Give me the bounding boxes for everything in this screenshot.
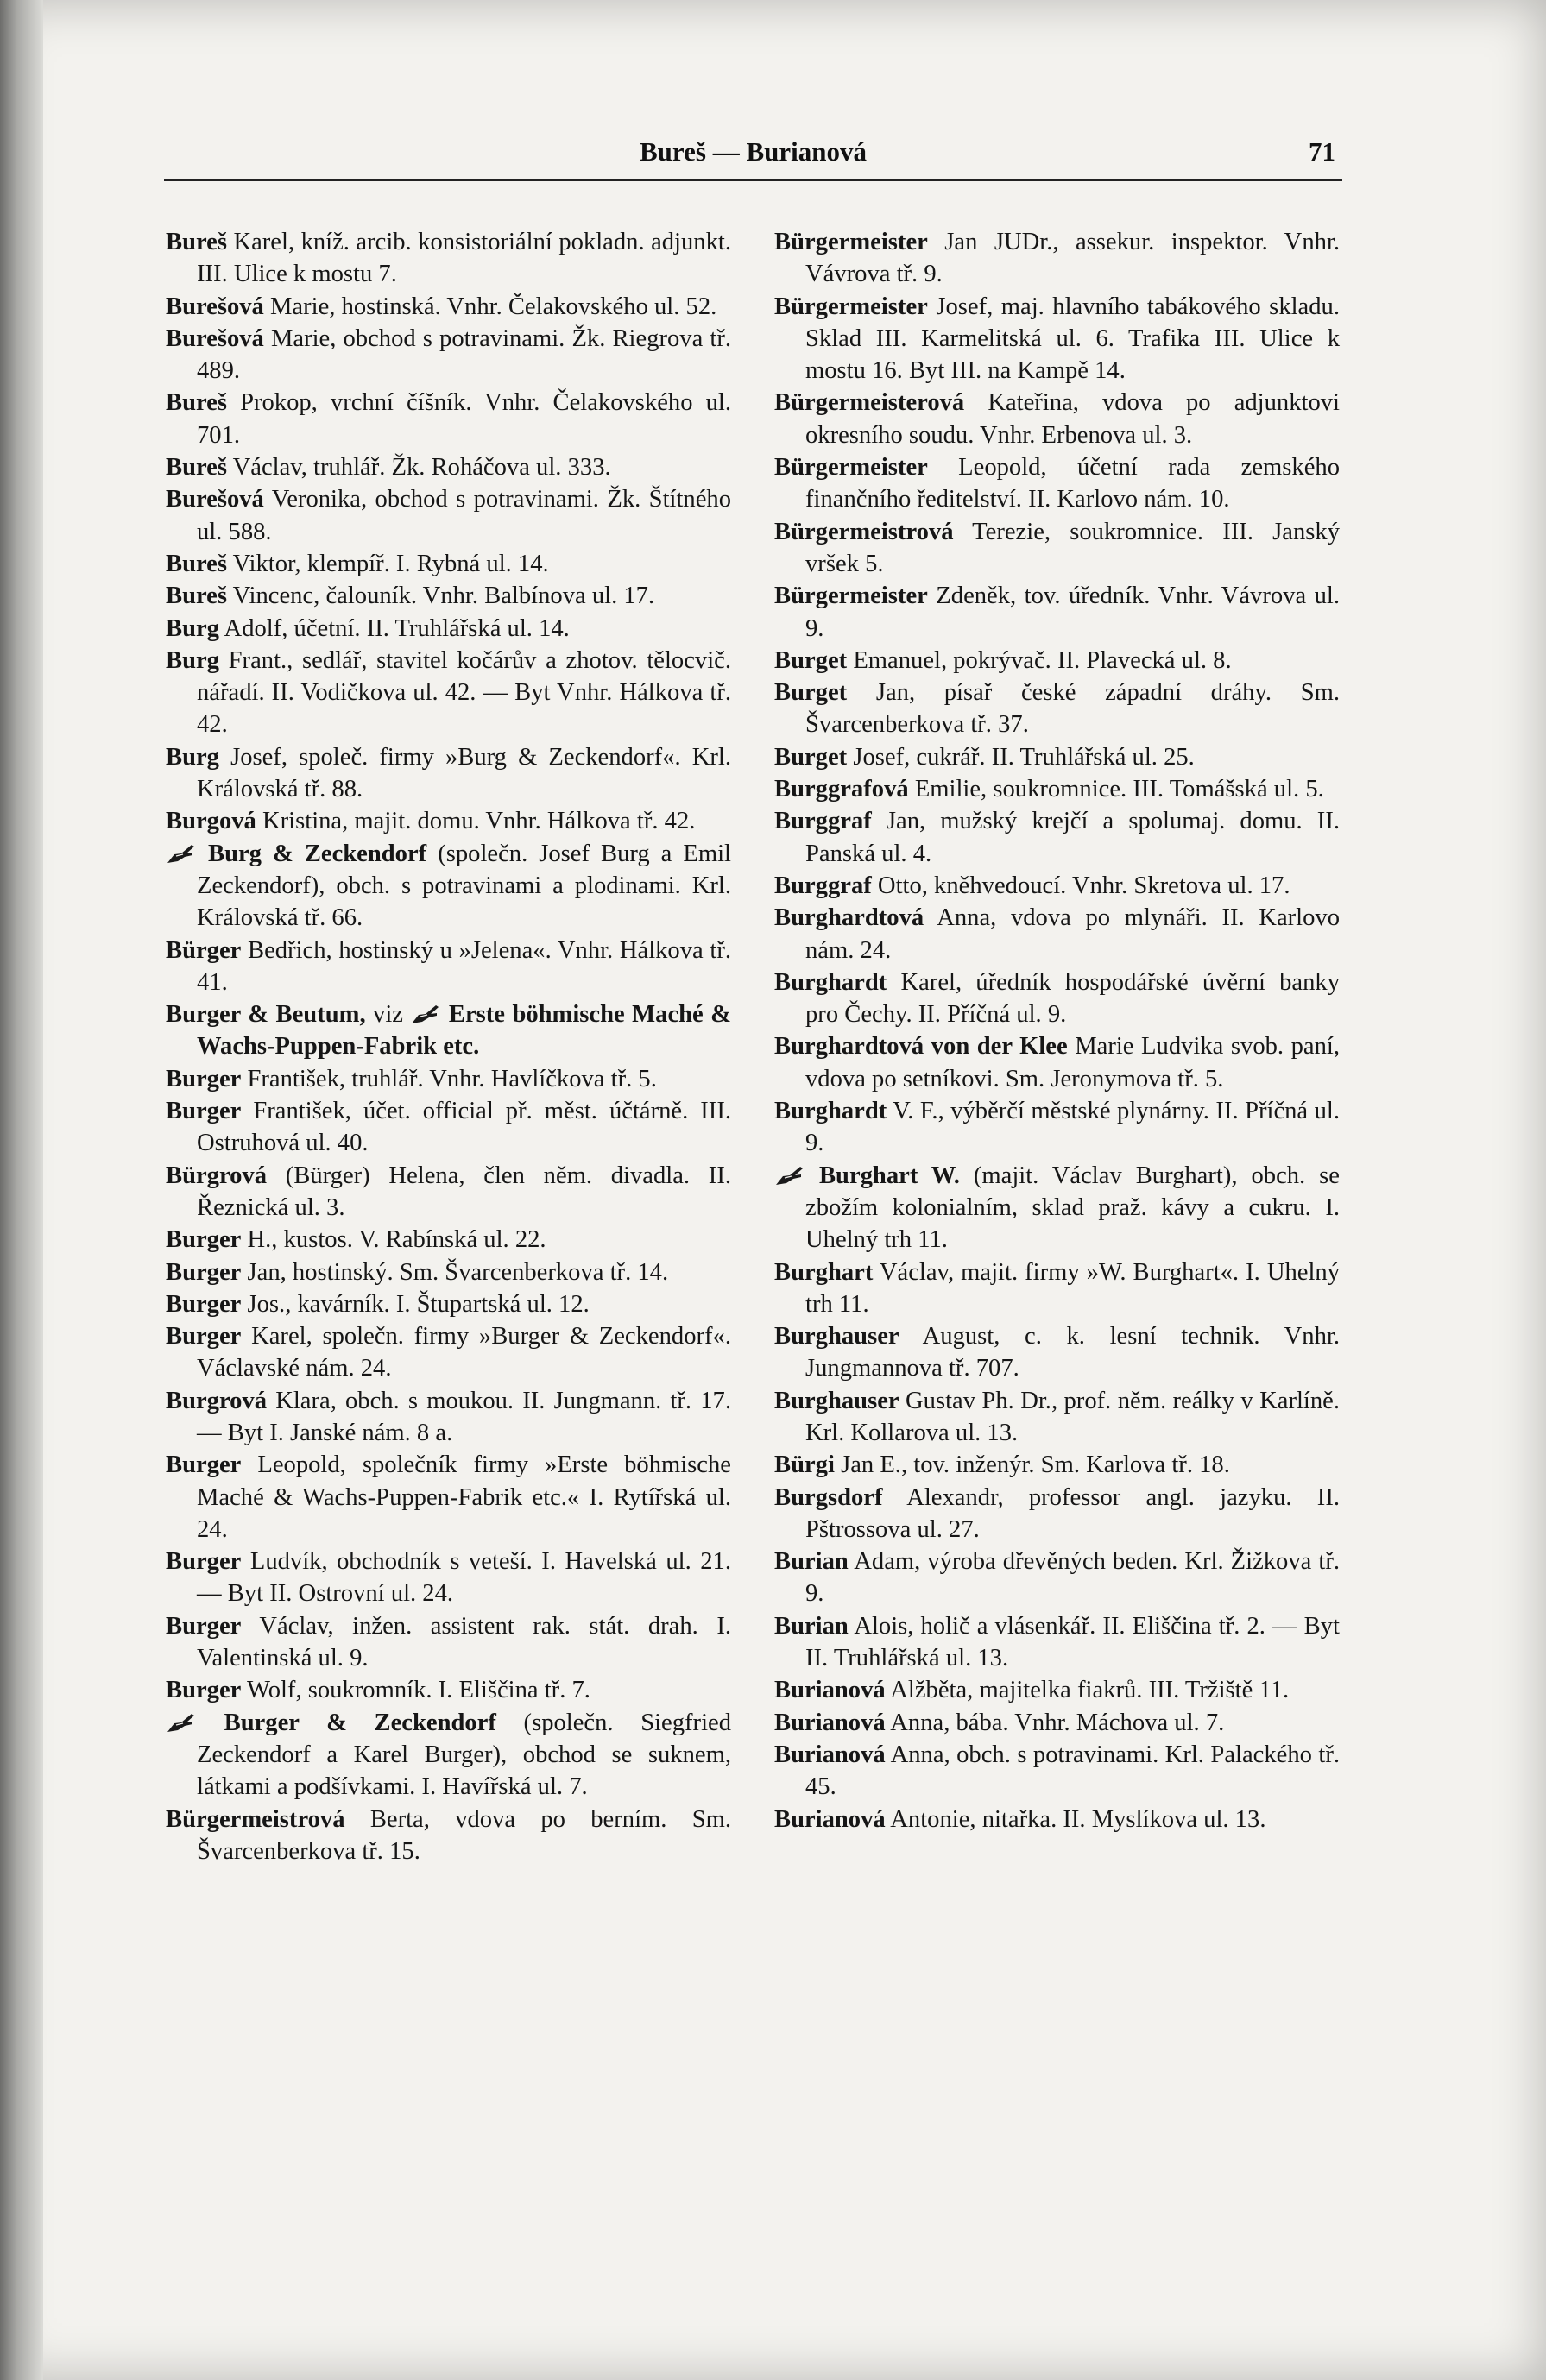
entry-surname: Burger — [166, 1612, 242, 1640]
entry-details: Prokop, vrchní číšník. Vnhr. Čelakovského ul. 701. — [197, 389, 731, 449]
entry-surname: Bürgrová — [166, 1162, 268, 1189]
directory-entry — [774, 902, 1340, 966]
entry-surname: Bürgermeistrová — [774, 518, 954, 545]
entry-details: Karel, kníž. arcib. konsistoriální pokladn. adjunkt. III. Ulice k mostu 7. — [197, 229, 731, 288]
entry-details: Zdeněk, tov. úředník. Vnhr. Vávrova ul. 9. — [805, 582, 1340, 642]
directory-entry — [774, 1610, 1340, 1675]
entry-details: František, truhlář. Vnhr. Havlíčkova tř. 5. — [241, 1065, 657, 1092]
directory-entry — [166, 580, 731, 612]
entry-surname: Burghauser — [774, 1387, 899, 1414]
entry-details: Wolf, soukromník. I. Eliščina tř. 7. — [241, 1677, 590, 1704]
entry-details: Emanuel, pokrývač. II. Plavecká ul. 8. — [847, 646, 1232, 674]
entry-details: Jan, písař české západní dráhy. Sm. Švarcenberkova tř. 37. — [805, 679, 1340, 739]
entry-surname: Burggrafová — [774, 776, 909, 803]
entry-details: Marie Ludvika svob. paní, vdova po setníkovi. Sm. Jeronymova tř. 5. — [805, 1033, 1340, 1092]
entry-surname: Burget — [774, 743, 848, 771]
entry-details: viz — [365, 1001, 411, 1029]
directory-entry — [166, 1160, 731, 1225]
entry-details: Adolf, účetní. II. Truhlářská ul. 14. — [218, 614, 570, 642]
entry-surname: Burg & Zeckendorf — [208, 840, 427, 867]
entry-details: Karel, společn. firmy »Burger & Zeckendorf«. Václavské nám. 24. — [197, 1323, 731, 1382]
directory-entry — [166, 1224, 731, 1256]
entry-details: Alžběta, majitelka fiakrů. III. Tržiště 11. — [885, 1677, 1290, 1704]
directory-entry — [166, 387, 731, 451]
page-binding-shadow — [0, 0, 43, 2380]
entry-surname: Bureš — [166, 582, 227, 610]
directory-entry — [166, 613, 731, 645]
directory-entry — [774, 387, 1340, 451]
entry-surname: Bürgermeistrová — [166, 1805, 345, 1833]
entry-details: Adam, výroba dřevěných beden. Krl. Žižkova tř. 9. — [805, 1548, 1340, 1608]
entry-surname: Burianová — [774, 1709, 886, 1736]
pointing-hand-icon — [166, 842, 197, 865]
entry-surname: Burian — [774, 1612, 849, 1640]
directory-entry — [166, 1385, 731, 1450]
entry-surname: Burger — [166, 1548, 242, 1576]
entry-surname: Burian — [774, 1548, 849, 1576]
entry-surname: Bureš — [166, 389, 227, 417]
entry-details: (Bürger) Helena, člen něm. divadla. II. Řeznická ul. 3. — [197, 1162, 731, 1221]
entry-surname: Burianová — [774, 1741, 886, 1768]
directory-entry — [166, 291, 731, 323]
directory-entry — [166, 838, 731, 935]
entry-surname: Bureš — [166, 454, 227, 482]
entry-surname: Burianová — [774, 1677, 886, 1704]
directory-entry — [166, 226, 731, 291]
entry-surname: Burger — [166, 1290, 242, 1318]
header-title: Bureš — Burianová — [640, 136, 867, 167]
entry-surname: Burg — [166, 614, 219, 642]
entry-details: Karel, úředník hospodářské úvěrní banky pro Čechy. II. Příčná ul. 9. — [805, 968, 1340, 1029]
directory-entry — [774, 1449, 1340, 1481]
left-column — [166, 226, 731, 1867]
directory-entry — [774, 1030, 1340, 1095]
entry-surname: Burget — [774, 679, 848, 707]
directory-entry — [166, 1707, 731, 1804]
directory-entry — [166, 645, 731, 741]
directory-entry — [774, 741, 1340, 773]
entry-surname: Burgsdorf — [774, 1483, 883, 1511]
directory-entry — [166, 323, 731, 387]
entry-details: (majit. Václav Burghart), obch. se zbožím kolonialním, sklad praž. kávy a cukru. I. Uhelný trh 11. — [805, 1162, 1340, 1254]
entry-details: Viktor, klempíř. I. Rybná ul. 14. — [226, 550, 549, 577]
right-column — [774, 226, 1340, 1835]
page-number: 71 — [1309, 136, 1335, 167]
pointing-hand-icon — [774, 1164, 805, 1187]
entry-reference: Erste böhmische Maché & Wachs-Puppen-Fabrik etc. — [197, 1001, 731, 1061]
entry-details: Berta, vdova po berním. Sm. Švarcenberkova tř. 15. — [197, 1805, 731, 1865]
entry-details: František, účet. official př. měst. účtárně. III. Ostruhová ul. 40. — [197, 1098, 731, 1157]
directory-entry — [166, 1449, 731, 1546]
directory-entry — [166, 483, 731, 548]
directory-entry — [166, 805, 731, 837]
entry-surname: Bureš — [166, 229, 227, 255]
entry-details: Emilie, soukromnice. III. Tomášská ul. 5. — [908, 776, 1324, 803]
entry-surname: Burger — [166, 1098, 242, 1125]
directory-entry — [166, 935, 731, 999]
entry-details: Kateřina, vdova po adjunktovi okresního soudu. Vnhr. Erbenova ul. 3. — [805, 389, 1340, 449]
entry-surname: Burianová — [774, 1805, 886, 1833]
directory-entry — [166, 1320, 731, 1385]
entry-surname: Burggraf — [774, 808, 872, 835]
entry-surname: Burgová — [166, 808, 256, 835]
directory-entry — [166, 1674, 731, 1706]
entry-details: Jan JUDr., assekur. inspektor. Vnhr. Vávrova tř. 9. — [805, 229, 1340, 288]
directory-entry — [774, 1739, 1340, 1804]
entry-surname: Burgrová — [166, 1387, 268, 1414]
entry-surname: Burghardtová von der Klee — [774, 1033, 1068, 1061]
entry-surname: Burg — [166, 743, 219, 771]
entry-surname: Burešová — [166, 324, 264, 352]
entry-details: Jan, mužský krejčí a spolumaj. domu. II. Panská ul. 4. — [805, 808, 1340, 867]
entry-details: Jan E., tov. inženýr. Sm. Karlova tř. 18. — [834, 1451, 1230, 1479]
entry-surname: Bürgermeister — [774, 229, 928, 255]
entry-details: Anna, vdova po mlynáři. II. Karlovo nám. 24. — [805, 904, 1340, 964]
entry-details: Klara, obch. s moukou. II. Jungmann. tř. 17. — Byt I. Janské nám. 8 a. — [197, 1387, 731, 1446]
directory-entry — [774, 1546, 1340, 1610]
pointing-hand-icon — [166, 1711, 197, 1734]
entry-surname: Burešová — [166, 293, 264, 320]
directory-entry — [774, 805, 1340, 870]
entry-surname: Burget — [774, 646, 848, 674]
entry-surname: Burghardtová — [774, 904, 924, 932]
directory-entry — [774, 226, 1340, 291]
directory-entry — [774, 451, 1340, 516]
entry-surname: Bürgermeisterová — [774, 389, 965, 417]
entry-details: Anna, obch. s potravinami. Krl. Palackého tř. 45. — [805, 1741, 1340, 1801]
entry-surname: Burger — [166, 1677, 242, 1704]
entry-details: Leopold, účetní rada zemského finančního ředitelství. II. Karlovo nám. 10. — [805, 454, 1340, 513]
entry-details: Marie, hostinská. Vnhr. Čelakovského ul. 52. — [263, 293, 717, 320]
entry-surname: Bürgermeister — [774, 454, 928, 482]
entry-surname: Burghart — [774, 1258, 874, 1286]
directory-entry — [166, 1804, 731, 1868]
entry-details: Kristina, majit. domu. Vnhr. Hálkova tř. 42. — [256, 808, 696, 835]
entry-surname: Burggraf — [774, 872, 872, 899]
entry-details: Otto, kněhvedoucí. Vnhr. Skretova ul. 17. — [871, 872, 1290, 899]
directory-entry — [774, 1674, 1340, 1706]
entry-details: August, c. k. lesní technik. Vnhr. Jungmannova tř. 707. — [805, 1323, 1340, 1382]
directory-entry — [774, 1320, 1340, 1385]
directory-entry — [166, 998, 731, 1063]
directory-entry — [774, 966, 1340, 1031]
entry-details: Václav, inžen. assistent rak. stát. drah. I. Valentinská ul. 9. — [197, 1612, 731, 1672]
entry-details: Anna, bába. Vnhr. Máchova ul. 7. — [885, 1709, 1225, 1736]
entry-details: Jos., kavárník. I. Štupartská ul. 12. — [241, 1290, 590, 1318]
entry-details: (společn. Siegfried Zeckendorf a Karel Burger), obchod se suknem, látkami a podšívkami. I. Havířská ul. 7. — [197, 1709, 732, 1801]
entry-surname: Bureš — [166, 550, 227, 577]
directory-entry — [166, 548, 731, 580]
directory-entry — [774, 870, 1340, 902]
entry-surname: Burešová — [166, 486, 264, 513]
entry-details: Josef, maj. hlavního tabákového skladu. Sklad III. Karmelitská ul. 6. Trafika III. Ulice k mostu 16. Byt III. na Kampě 14. — [805, 293, 1340, 385]
entry-details: Frant., sedlář, stavitel kočárův a zhotov. tělocvič. nářadí. II. Vodičkova ul. 42. — Byt Vnhr. Hálkova tř. 42. — [197, 646, 731, 739]
entry-details: H., kustos. V. Rabínská ul. 22. — [241, 1226, 546, 1254]
entry-surname: Burghauser — [774, 1323, 899, 1351]
directory-entry — [166, 1288, 731, 1320]
directory-entry — [166, 451, 731, 483]
directory-entry — [774, 677, 1340, 741]
directory-entry — [774, 645, 1340, 677]
entry-surname: Burger — [166, 1258, 242, 1286]
directory-entry — [166, 1256, 731, 1288]
entry-surname: Burger & Zeckendorf — [224, 1709, 496, 1736]
entry-surname: Burger — [166, 1323, 242, 1351]
directory-entry — [774, 1707, 1340, 1739]
directory-entry — [166, 741, 731, 806]
entry-details: (společn. Josef Burg a Emil Zeckendorf), obch. s potravinami a plodinami. Krl. Královská tř. 66. — [197, 840, 731, 932]
directory-entry — [774, 1256, 1340, 1321]
directory-entry — [774, 1095, 1340, 1160]
directory-entry — [774, 1160, 1340, 1256]
entry-details: Terezie, soukromnice. III. Janský vršek 5. — [805, 518, 1340, 577]
directory-entry — [774, 1482, 1340, 1546]
entry-surname: Bürger — [166, 936, 242, 964]
entry-surname: Burger — [166, 1226, 242, 1254]
entry-details: Leopold, společník firmy »Erste böhmische Maché & Wachs-Puppen-Fabrik etc.« I. Rytířská ul. 24. — [197, 1451, 731, 1543]
directory-entry — [166, 1610, 731, 1675]
entry-details: Vincenc, čalouník. Vnhr. Balbínova ul. 17. — [226, 582, 655, 610]
entry-surname: Burg — [166, 646, 219, 674]
entry-details: Josef, cukrář. II. Truhlářská ul. 25. — [847, 743, 1195, 771]
header-rule — [164, 179, 1342, 181]
entry-details: Bedřich, hostinský u »Jelena«. Vnhr. Hálkova tř. 41. — [197, 936, 731, 996]
directory-entry — [166, 1095, 731, 1160]
entry-surname: Burger — [166, 1451, 242, 1479]
entry-details: Veronika, obchod s potravinami. Žk. Štítného ul. 588. — [197, 486, 731, 545]
entry-surname: Burger & Beutum, — [166, 1001, 366, 1029]
entry-details: Ludvík, obchodník s veteší. I. Havelská ul. 21. — Byt II. Ostrovní ul. 24. — [197, 1548, 731, 1608]
directory-entry — [774, 1804, 1340, 1835]
running-header — [164, 136, 1342, 179]
directory-entry — [774, 580, 1340, 645]
entry-details: Gustav Ph. Dr., prof. něm. reálky v Karlíně. Krl. Kollarova ul. 13. — [805, 1387, 1340, 1446]
entry-details: V. F., výběrčí městské plynárny. II. Příčná ul. 9. — [805, 1098, 1340, 1157]
directory-entry — [774, 291, 1340, 387]
entry-details: Marie, obchod s potravinami. Žk. Riegrova tř. 489. — [197, 324, 731, 385]
entry-details: Alois, holič a vlásenkář. II. Eliščina tř. 2. — Byt II. Truhlářská ul. 13. — [805, 1612, 1340, 1672]
entry-details: Václav, truhlář. Žk. Roháčova ul. 333. — [226, 454, 611, 482]
directory-entry — [166, 1546, 731, 1610]
entry-surname: Burghardt — [774, 968, 887, 996]
entry-surname: Burghart W. — [818, 1162, 960, 1189]
entry-details: Václav, majit. firmy »W. Burghart«. I. Uhelný trh 11. — [805, 1258, 1340, 1318]
entry-details: Josef, společ. firmy »Burg & Zeckendorf«. Krl. Královská tř. 88. — [197, 743, 731, 803]
entry-surname: Bürgermeister — [774, 293, 928, 320]
entry-surname: Bürgermeister — [774, 582, 928, 610]
directory-entry — [774, 516, 1340, 581]
entry-surname: Burger — [166, 1065, 242, 1092]
directory-entry — [774, 773, 1340, 805]
directory-entry — [774, 1385, 1340, 1450]
pointing-hand-icon — [410, 1003, 441, 1025]
entry-details: Antonie, nitařka. II. Myslíkova ul. 13. — [885, 1805, 1266, 1833]
entry-surname: Burghardt — [774, 1098, 887, 1125]
directory-entry — [166, 1063, 731, 1095]
entry-details: Jan, hostinský. Sm. Švarcenberkova tř. 14. — [241, 1258, 669, 1286]
entry-details: Alexandr, professor angl. jazyku. II. Pštrossova ul. 27. — [805, 1483, 1340, 1543]
entry-surname: Bürgi — [774, 1451, 835, 1479]
